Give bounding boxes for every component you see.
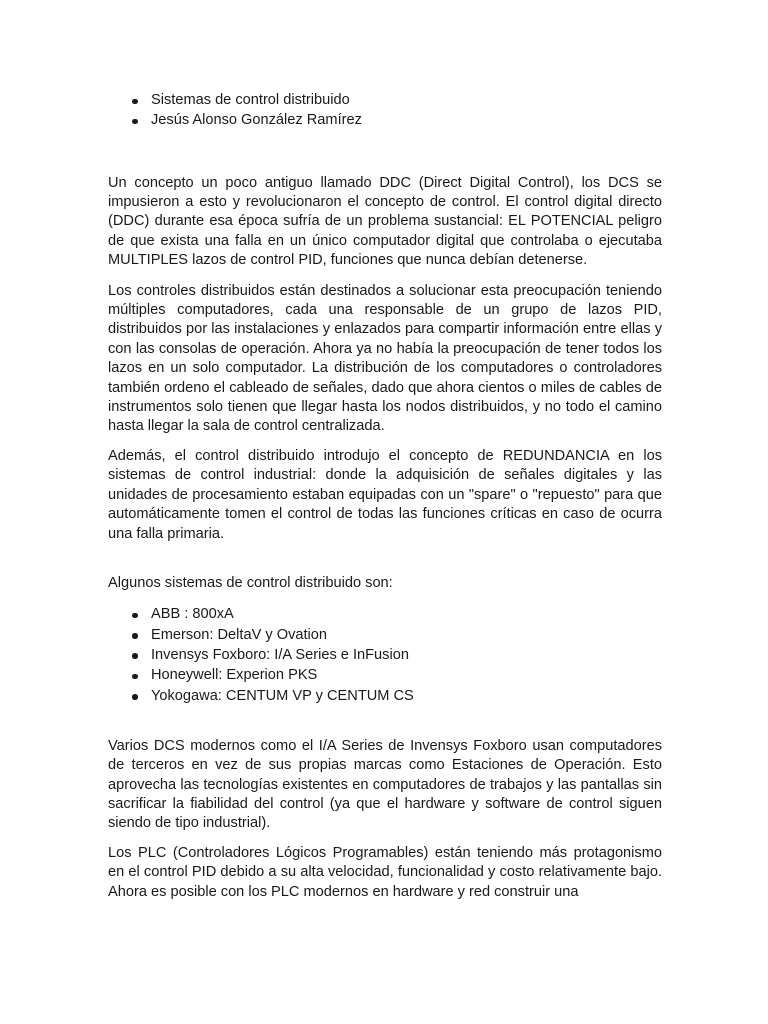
paragraph-redundancy: Además, el control distribuido introdujo el concepto de REDUNDANCIA en los sistemas de control industrial: donde la adquisición de señales digitales y las unidades de procesamiento estaban equipadas con un "spare" o "repuesto" para que automáticamente tomen el control de todas las funciones críticas en caso de ocurra una falla primaria. xyxy=(108,447,662,542)
list-item: ABB : 800xA xyxy=(108,605,662,625)
list-item: Sistemas de control distribuido xyxy=(108,91,662,111)
list-item: Invensys Foxboro: I/A Series e InFusion xyxy=(108,646,662,666)
paragraph-modern-dcs: Varios DCS modernos como el I/A Series de Invensys Foxboro usan computadores de terceros en vez de sus propias marcas como Estaciones de Operación. Esto aprovecha las tecnologías existentes en computadores de trabajos y las pantallas sin sacrificar la fiabilidad del control (ya que el hardware y software de control siguen siendo de tipo industrial). xyxy=(108,737,662,832)
paragraph-distributed-controls: Los controles distribuidos están destinados a solucionar esta preocupación teniendo múltiples computadores, cada una responsable de un grupo de lazos PID, distribuidos por las instalaciones y enlazados para compartir información entre ellas y con las consolas de operación. Ahora ya no había la preocupación de tener todos los lazos en un solo computador. La distribución de los computadores o controladores también ordeno el cableado de señales, dado que ahora cientos o miles de cables de instrumentos solo tienen que llegar hasta los nodos distribuidos, y no todo el camino hasta llegar la sala de control centralizada. xyxy=(108,282,662,435)
paragraph-systems-intro: Algunos sistemas de control distribuido son: xyxy=(108,574,393,591)
dcs-systems-list xyxy=(108,605,662,706)
list-item: Jesús Alonso González Ramírez xyxy=(108,111,662,131)
document-page xyxy=(108,88,662,902)
paragraph-ddc-intro: Un concepto un poco antiguo llamado DDC (Direct Digital Control), los DCS se impusieron a esto y revolucionaron el concepto de control. El control digital directo (DDC) durante esa época sufría de un problema sustancial: EL POTENCIAL peligro de que exista una falla en un único computador digital que controlaba o ejecutaba MULTIPLES lazos de control PID, funciones que nunca debían detenerse. xyxy=(108,174,662,269)
list-item: Emerson: DeltaV y Ovation xyxy=(108,626,662,646)
list-item: Yokogawa: CENTUM VP y CENTUM CS xyxy=(108,687,662,707)
paragraph-plc: Los PLC (Controladores Lógicos Programables) están teniendo más protagonismo en el control PID debido a su alta velocidad, funcionalidad y costo relativamente bajo. Ahora es posible con los PLC modernos en hardware y red construir una xyxy=(108,844,662,900)
list-item: Honeywell: Experion PKS xyxy=(108,666,662,686)
header-bullet-list xyxy=(108,91,662,132)
